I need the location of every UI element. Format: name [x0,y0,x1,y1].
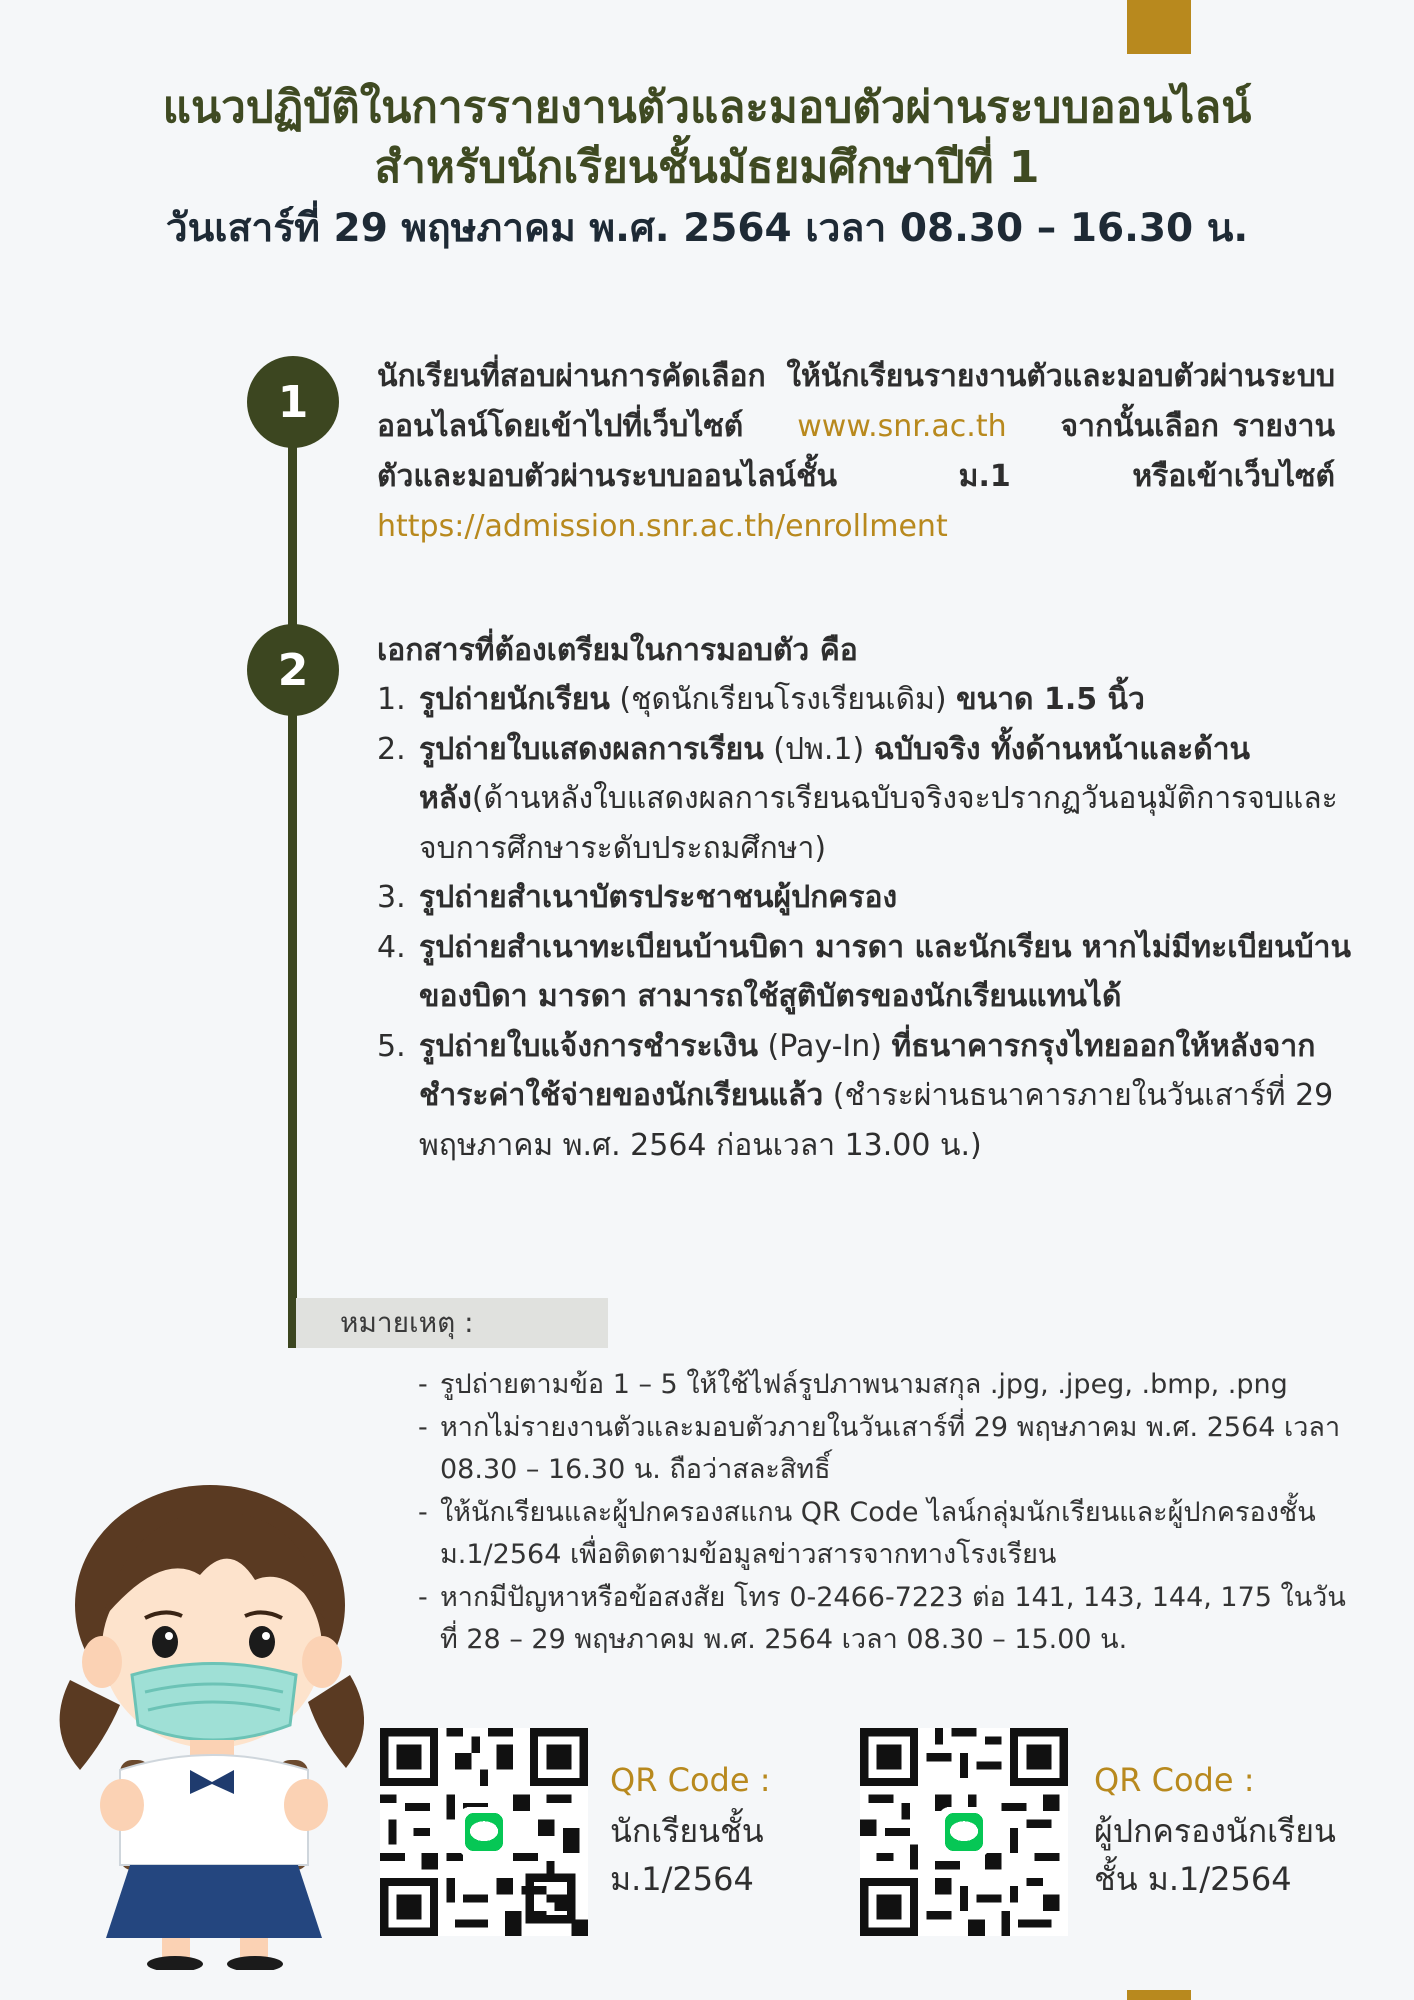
notes-list [418,1364,1358,1662]
event-date-line: วันเสาร์ที่ 29 พฤษภาคม พ.ศ. 2564 เวลา 08.30 – 16.30 น. [165,206,1249,251]
step1-instructions [377,352,1335,552]
item-bold-text: รูปถ่ายสำเนาทะเบียนบ้านบิดา มารดา และนักเรียน หากไม่มีทะเบียนบ้านของบิดา มารดา สามารถใช้สูติบัตรของนักเรียนแทนได้ [419,929,1351,1014]
qr-code-icon[interactable] [380,1728,588,1936]
list-item [377,675,1357,725]
note-item: - หากไม่รายงานตัวและมอบตัวภายในวันเสาร์ที่ 29 พฤษภาคม พ.ศ. 2564 เวลา 08.30 – 16.30 น. ถือว่าสละสิทธิ์ [418,1407,1358,1492]
step-number-badge-1: 1 [247,356,339,448]
qr-parent-label-line1: ผู้ปกครองนักเรียน [1094,1812,1336,1850]
list-number: 5. [377,1028,406,1064]
notes-label: หมายเหตุ : [340,1306,474,1339]
note-item: - รูปถ่ายตามข้อ 1 – 5 ให้ใช้ไฟล์รูปภาพนามสกุล .jpg, .jpeg, .bmp, .png [418,1364,1358,1407]
note-item: - หากมีปัญหาหรือข้อสงสัย โทร 0-2466-7223 ต่อ 141, 143, 144, 175 ในวันที่ 28 – 29 พฤษภาคม พ.ศ. 2564 เวลา 08.30 – 15.00 น. [418,1577,1358,1662]
list-item [377,725,1357,874]
qr-student-label-line1: นักเรียนชั้น [610,1812,764,1850]
decorative-gold-tab-top [1127,0,1191,54]
step2-documents [377,626,1357,1170]
item-bold-text: รูปถ่ายใบแสดงผลการเรียน [419,731,764,767]
item-bold-text: รูปถ่ายใบแจ้งการชำระเงิน [419,1028,758,1064]
list-number: 3. [377,880,406,915]
qr-parent-title: QR Code : [1094,1761,1255,1799]
school-website-link[interactable]: www.snr.ac.th [797,409,1007,444]
enrollment-link[interactable]: https://admission.snr.ac.th/enrollment [377,509,948,544]
item-text: (ด้านหลังใบแสดงผลการเรียนฉบับจริงจะปรากฏวันอนุมัติการจบและจบการศึกษาระดับประถมศึกษา) [419,781,1338,866]
item-text: (ชำระผ่านธนาคารภายในวันเสาร์ที่ 29 พฤษภาคม พ.ศ. 2564 ก่อนเวลา 13.00 น.) [419,1078,1334,1163]
item-bold-text: ฉบับจริง ทั้งด้านหน้าและด้านหลัง [419,731,1251,816]
page-title-line2: สำหรับนักเรียนชั้นมัธยมศึกษาปีที่ 1 [374,142,1040,193]
item-bold-text: ที่ธนาคารกรุงไทยออกให้หลังจากชำระค่าใช้จ่ายของนักเรียนแล้ว [419,1028,1316,1113]
list-item [377,873,1357,923]
student-girl-illustration [50,1470,380,1970]
qr-code-icon[interactable] [860,1728,1068,1936]
list-number: 2. [377,731,406,767]
qr-student-title: QR Code : [610,1761,771,1799]
timeline-line [288,400,297,1348]
step-number-badge-2: 2 [247,624,339,716]
step1-text-b: จากนั้นเลือก รายงานตัวและมอบตัวผ่านระบบออนไลน์ชั้น ม.1 หรือเข้าเว็บไซต์ [377,409,1335,494]
page-header [0,78,1414,260]
documents-heading: เอกสารที่ต้องเตรียมในการมอบตัว คือ [377,633,858,668]
qr-student-label-line2: ม.1/2564 [610,1860,754,1898]
note-item: - ให้นักเรียนและผู้ปกครองสแกน QR Code ไลน์กลุ่มนักเรียนและผู้ปกครองชั้น ม.1/2564 เพื่อติดตามข้อมูลข่าวสารจากทางโรงเรียน [418,1492,1358,1577]
list-item [377,1022,1357,1171]
item-text: (ชุดนักเรียนโรงเรียนเดิม) [609,682,957,717]
item-bold-text: รูปถ่ายสำเนาบัตรประชาชนผู้ปกครอง [419,880,898,915]
step1-text-a: นักเรียนที่สอบผ่านการคัดเลือก ให้นักเรียนรายงานตัวและมอบตัวผ่านระบบออนไลน์โดยเข้าไปที่เว็บไซต์ [377,359,1335,444]
documents-list [377,675,1357,1170]
item-bold-text: ขนาด 1.5 นิ้ว [956,682,1145,717]
decorative-gold-tab-bottom [1127,1990,1191,2000]
item-bold-text: รูปถ่ายนักเรียน [419,682,610,717]
item-text: (ปพ.1) [763,731,874,767]
page-title-line1: แนวปฏิบัติในการรายงานตัวและมอบตัวผ่านระบบออนไลน์ [162,82,1252,133]
list-item [377,923,1357,1022]
item-text: (Pay-In) [757,1028,892,1064]
list-number: 4. [377,929,406,965]
qr-parent-label-line2: ชั้น ม.1/2564 [1094,1860,1292,1898]
list-number: 1. [377,682,406,717]
